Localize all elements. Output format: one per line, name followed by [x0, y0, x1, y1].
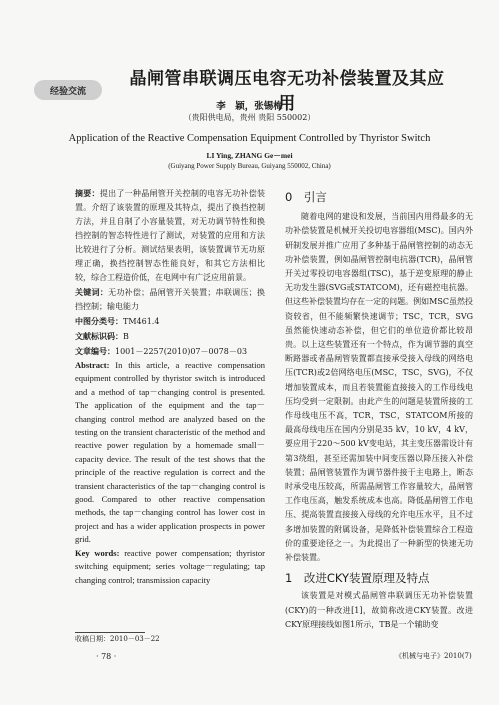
section-1-body: 该装置是对模式晶闸管串联调压无功补偿装置(CKY)的一种改进[1]，故简称改进CKY装置。改进CKY原理接线如图1所示，TB是一个辅助变 [285, 591, 473, 629]
article-no-label: 文章编号： [75, 346, 115, 356]
received-value: 2010－03－22 [110, 635, 160, 643]
abstract-en-text: In this article, a reactive compensation equipment controlled by thyristor switch is introduced and a method of tap－changing control is presented. The application of the equipment and the tap－changing control method are analyzed based on the testing on the transient characteristic of the method and reactive power regulation by a homemade small－capacity device. The result of the test shows that the principle of the reactive regulation is correct and the transient characteristics of the tap－changing control is good. Compared to other reactive compensation methods, the tap－changing control has lower cost in project and has a wider application prospects in power grid. [75, 360, 265, 545]
keywords-en-label: Key words: [75, 547, 120, 558]
keywords-en-text: reactive power compensation; thyristor switching equipment; series voltage－regulating; tap changing control; transmission capacity [75, 547, 266, 585]
article-no-value: 1001－2257(2010)07－0078－03 [115, 347, 248, 356]
authors-cn: 李 颖，张锡梅 [216, 101, 283, 112]
section-0-heading: 0 引言 [285, 190, 327, 204]
clc-value: TM461.4 [123, 317, 160, 326]
received-date [75, 634, 160, 644]
doc-code-line [75, 329, 265, 344]
left-column [75, 186, 265, 587]
footnote-divider [75, 632, 145, 633]
keywords-cn-label: 关键词： [75, 287, 109, 297]
section-0-body: 随着电网的建设和发展，当前国内用得最多的无功补偿装置是机械开关投切电容器组(MSC)。国内外研制发展并推广应用了多种基于晶闸管控制的动态无功补偿装置，例如晶闸管控制电抗器(TCR)，晶闸管开关过零投切电容器组(TSC)，基于逆变原理的静止无功发生器(SVG或STATCOM)，还有磁控电抗器。但这些补偿装置均存在一定的问题。例如MSC虽然投资较省，但不能频繁快速调节；TSC，TCR，SVG虽然能快速动态补偿，但它们的单位造价都比较昂贵。以上这些装置还有一个特点，作为调节器的真空断路器或者晶闸管装置都直接承受接入母线的网络电压(TCR)或2倍网络电压(MSC，TSC，SVG)，不仅增加装置成本，而且若装置能直接接入的工作母线电压均受到一定限制。由此产生的问题是装置所接的工作母线电压不高，TCR，TSC，STATCOM所接的最高母线电压在国内分别是35 kV，10 kV，4 kV，要应用于220～500 kV变电站，其主变压器需设计有第3绕组，甚至还需加装中间变压器以降压接入补偿装置；晶闸管装置作为调节器件接于主电路上，断态时承受电压较高，所需晶闸管工作容量较大，晶闸管工作电压高，触发系统成本也高。降低晶闸管工作电压、提高装置直接接入母线的允许电压水平，且不过多增加装置的附属设备，是降低补偿装置综合工程造价的重要途径之一。为此提出了一种新型的快速无功补偿装置。 [285, 212, 473, 563]
keywords-en [75, 547, 265, 587]
keywords-cn-text: 无功补偿；晶闸管开关装置；串联调压；换挡控制；输电能力 [75, 288, 266, 311]
journal-ref: 《机械与电子》2010(7) [395, 652, 472, 660]
doc-code-label: 文献标识码： [75, 331, 123, 341]
authors-en: LI Ying, ZHANG Ge－mei [206, 151, 293, 160]
page-number: · 78 · [96, 652, 117, 661]
article-no-line [75, 344, 265, 359]
right-column [285, 186, 473, 632]
affiliation-cn: （贵阳供电局，贵州 贵阳 550002） [183, 113, 316, 122]
doc-code-value: B [123, 332, 129, 341]
column-badge: 经验交流 [34, 80, 102, 100]
received-label: 收稿日期： [75, 635, 110, 643]
keywords-cn [75, 285, 265, 314]
clc-label: 中图分类号： [75, 316, 123, 326]
abstract-en [75, 359, 265, 547]
abstract-cn-label: 摘要： [75, 188, 100, 198]
abstract-cn-text: 提出了一种晶闸管开关控制的电容无功补偿装置。介绍了该装置的原理及其特点，提出了换挡控制方法，并且自制了小容量装置，对无功调节特性和换挡控制的智态特性进行了测试，对装置的应用和方法比较进行了分析。测试结果表明，该装置调节无功原理正确，换挡控制智态性能良好，和其它方法相比较，综合工程造价低，在电网中有广泛应用前景。 [75, 189, 266, 282]
section-1-heading: 1 改进CKY装置原理及特点 [285, 571, 430, 586]
affiliation-en: (Guiyang Power Supply Bureau, Guiyang 550002, China) [168, 162, 331, 170]
clc-line [75, 314, 265, 329]
abstract-en-label: Abstract: [75, 360, 110, 370]
paper-title-cn: 晶闸管串联调压电容无功补偿装置及其应用 [129, 69, 445, 114]
abstract-cn [75, 186, 265, 285]
paper-title-en: Application of the Reactive Compensation Equipment Controlled by Thyristor Switch [68, 133, 431, 144]
